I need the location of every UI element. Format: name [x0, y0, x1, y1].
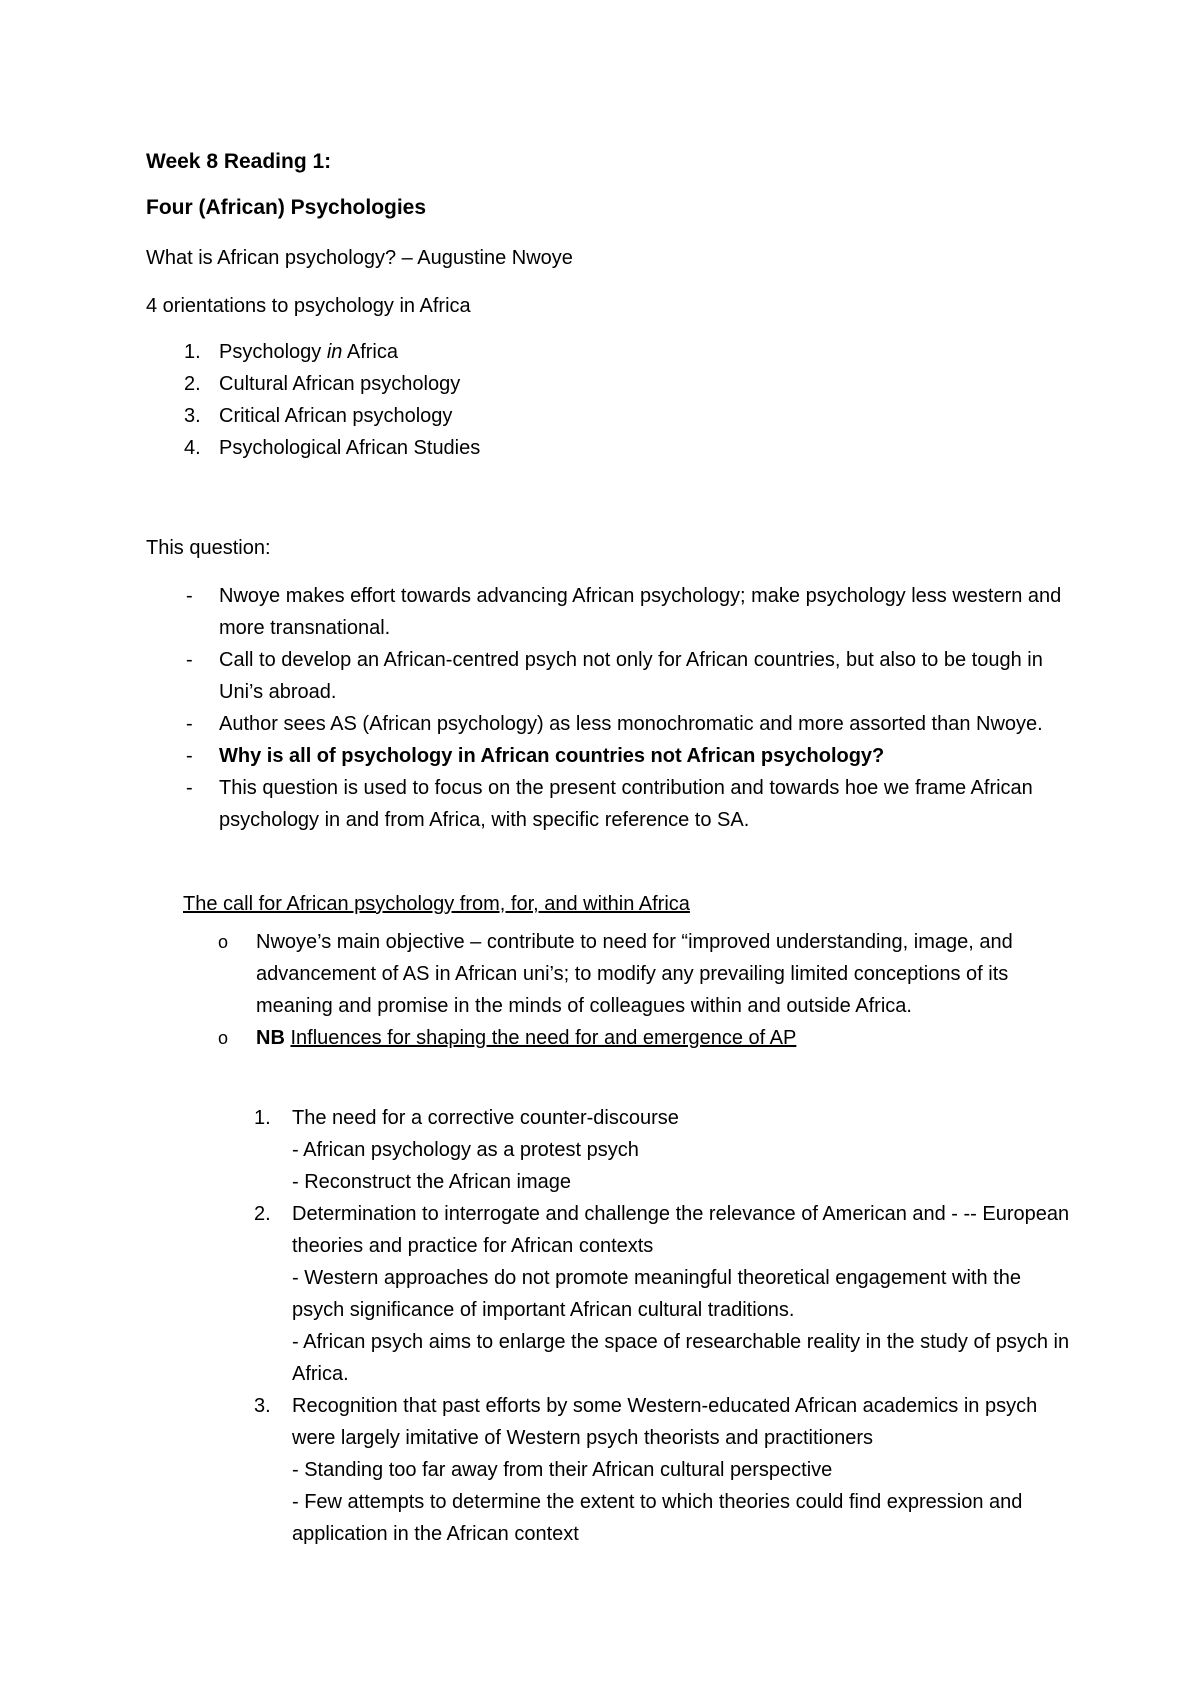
list-item [146, 336, 1046, 368]
list-item [146, 740, 1086, 772]
nb-label: NB [256, 1027, 285, 1049]
influences-heading: Influences for shaping the need for and emergence of AP [290, 1027, 797, 1049]
document-title: Four (African) Psychologies [146, 196, 427, 219]
question-heading: This question: [146, 537, 271, 559]
list-item [146, 432, 1046, 464]
list-item [146, 644, 1086, 708]
list-marker: 2. [184, 373, 201, 395]
list-marker: - [186, 713, 193, 735]
list-item [146, 1022, 1086, 1054]
question-list [146, 580, 1086, 836]
list-item [146, 1390, 1086, 1550]
call-heading: The call for African psychology from, for, and within Africa [183, 893, 690, 915]
list-item [146, 1102, 1086, 1198]
week-heading: Week 8 Reading 1: [146, 150, 332, 173]
list-marker: 1. [254, 1107, 271, 1129]
list-item-text: Recognition that past efforts by some Western-educated African academics in psych were largely imitative of Western psych theorists and practitioners - Standing too far away from their African cultural perspective - Few attempts to determine the extent to which theories could find expression and application in the African context [292, 1395, 1038, 1545]
influences-list [146, 1102, 1086, 1550]
list-item-text: Psychology in Africa [219, 341, 398, 363]
subtitle: What is African psychology? – Augustine Nwoye [146, 247, 573, 269]
list-item [146, 926, 1086, 1022]
list-item [146, 1198, 1086, 1390]
orientations-intro: 4 orientations to psychology in Africa [146, 295, 471, 317]
bullet-marker: o [218, 932, 229, 952]
list-item-text: Cultural African psychology [219, 373, 461, 395]
list-item-text: Critical African psychology [219, 405, 453, 427]
list-marker: 3. [184, 405, 201, 427]
list-item-text: Psychological African Studies [219, 437, 481, 459]
list-item [146, 772, 1086, 836]
list-item [146, 368, 1046, 400]
list-marker: - [186, 649, 193, 671]
list-item [146, 400, 1046, 432]
list-item-text: Nwoye makes effort towards advancing African psychology; make psychology less western and more transnational. [219, 585, 1062, 639]
list-item-text: The need for a corrective counter-discourse - African psychology as a protest psych - Reconstruct the African image [292, 1107, 679, 1193]
key-question: Why is all of psychology in African countries not African psychology? [219, 745, 885, 767]
list-marker: - [186, 777, 193, 799]
list-marker: - [186, 745, 193, 767]
list-item-text: Nwoye’s main objective – contribute to need for “improved understanding, image, and advancement of AS in African uni’s; to modify any prevailing limited conceptions of its meaning and promise in the minds of colleagues within and outside Africa. [256, 931, 1013, 1017]
bullet-marker: o [218, 1028, 229, 1048]
list-item-text [256, 1022, 1056, 1054]
call-bullets [146, 926, 1086, 1054]
list-item-text: Determination to interrogate and challenge the relevance of American and - -- European theories and practice for African contexts - Western approaches do not promote meaningful theoretical engagement with the psych significance of important African cultural traditions. - African psych aims to enlarge the space of researchable reality in the study of psych in Africa. [292, 1203, 1070, 1385]
list-item-text: Author sees AS (African psychology) as less monochromatic and more assorted than Nwoye. [219, 713, 1043, 735]
list-marker: 3. [254, 1395, 271, 1417]
list-marker: 1. [184, 341, 201, 363]
list-item-text: Call to develop an African-centred psych not only for African countries, but also to be tough in Uni’s abroad. [219, 649, 1043, 703]
list-item-text: This question is used to focus on the present contribution and towards hoe we frame African psychology in and from Africa, with specific reference to SA. [219, 777, 1033, 831]
list-item [146, 708, 1086, 740]
list-marker: 2. [254, 1203, 271, 1225]
list-marker: - [186, 585, 193, 607]
list-marker: 4. [184, 437, 201, 459]
list-item [146, 580, 1086, 644]
orientations-list [146, 336, 1046, 464]
